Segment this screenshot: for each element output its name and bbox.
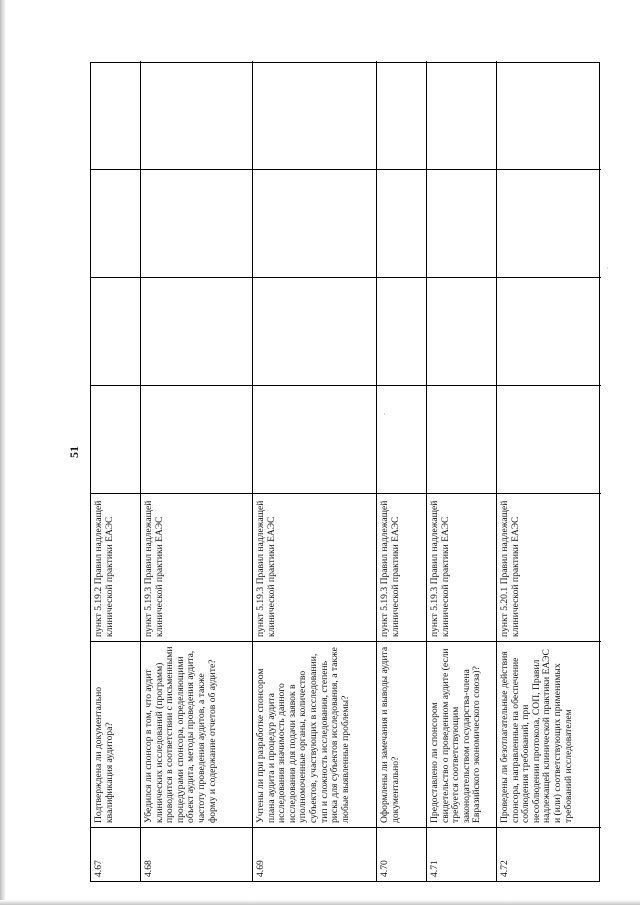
reference-cell: пункт 5.19.3 Правил надлежащей клинической практики ЕАЭС — [141, 493, 252, 641]
question-cell: Оформлены ли замечания и выводы аудита документально? — [377, 641, 426, 827]
page-number: 51 — [67, 446, 81, 458]
scan-dot-mark: · — [383, 410, 386, 419]
checklist-table-wrapper — [90, 62, 600, 882]
empty-cell — [377, 169, 426, 277]
checklist-table — [90, 62, 600, 882]
row-number: 4.67 — [91, 827, 140, 881]
empty-cell — [253, 61, 376, 169]
empty-cell — [91, 385, 140, 493]
question-cell: Подтверждена ли документально квалификация аудитора? — [91, 641, 140, 827]
table-row — [253, 61, 377, 881]
row-number: 4.68 — [141, 827, 252, 881]
reference-cell: пункт 5.19.2 Правил надлежащей клинической практики ЕАЭС — [91, 493, 140, 641]
empty-cell — [377, 61, 426, 169]
table-row — [91, 61, 141, 881]
scan-edge-bottom — [0, 900, 640, 905]
question-cell: Учтены ли при разработке спонсором плана аудита и процедур аудита исследования значимость данного исследования для подачи заявок в уполномоченные органы, количество субъектов, участвующих в исследовании, тип и сложность исследования, степень риска для субъектов исследования, а также любые выявленные проблемы? — [253, 641, 376, 827]
table-row — [427, 61, 497, 881]
row-number: 4.69 — [253, 827, 376, 881]
empty-cell — [377, 277, 426, 385]
row-number: 4.71 — [427, 827, 496, 881]
empty-cell — [253, 277, 376, 385]
reference-cell: пункт 5.19.3 Правил надлежащей клинической практики ЕАЭС — [427, 493, 496, 641]
empty-cell — [91, 277, 140, 385]
empty-cell — [91, 61, 140, 169]
empty-cell — [497, 61, 601, 169]
question-cell: Проведены ли безотлагательные действия спонсора, направленные на обеспечение соблюдения требований, при несоблюдении протокола, СОП, Правил надлежащей клинической практики ЕАЭС и (или) соответствующих применимых требований исследователем — [497, 641, 601, 827]
scan-edge-left — [0, 0, 6, 905]
empty-cell — [253, 169, 376, 277]
reference-cell: пункт 5.20.1 Правил надлежащей клинической практики ЕАЭС — [497, 493, 601, 641]
empty-cell — [427, 277, 496, 385]
empty-cell — [141, 277, 252, 385]
scan-speck-mark: · — [606, 264, 609, 273]
empty-cell — [427, 61, 496, 169]
reference-cell: пункт 5.19.3 Правил надлежащей клинической практики ЕАЭС — [253, 493, 376, 641]
table-row — [377, 61, 427, 881]
empty-cell — [497, 169, 601, 277]
empty-cell — [427, 385, 496, 493]
table-row — [497, 61, 601, 881]
question-cell: Убедился ли спонсор в том, что аудит клинических исследований (программ) проводится в соответствии с письменными процедурами спонсора, определяющими объект аудита, методы проведения аудита, частоту проведения аудитов, а также форму и содержание отчетов об аудите? — [141, 641, 252, 827]
row-number: 4.72 — [497, 827, 601, 881]
row-number: 4.70 — [377, 827, 426, 881]
empty-cell — [377, 385, 426, 493]
table-row — [141, 61, 253, 881]
empty-cell — [141, 61, 252, 169]
empty-cell — [91, 169, 140, 277]
empty-cell — [427, 169, 496, 277]
empty-cell — [497, 277, 601, 385]
question-cell: Предоставлено ли спонсором свидетельство о проведенном аудите (если требуется соответствующим законодательством государства-члена Евразийского экономического союза)? — [427, 641, 496, 827]
empty-cell — [497, 385, 601, 493]
reference-cell: пункт 5.19.3 Правил надлежащей клинической практики ЕАЭС — [377, 493, 426, 641]
empty-cell — [253, 385, 376, 493]
empty-cell — [141, 169, 252, 277]
empty-cell — [141, 385, 252, 493]
